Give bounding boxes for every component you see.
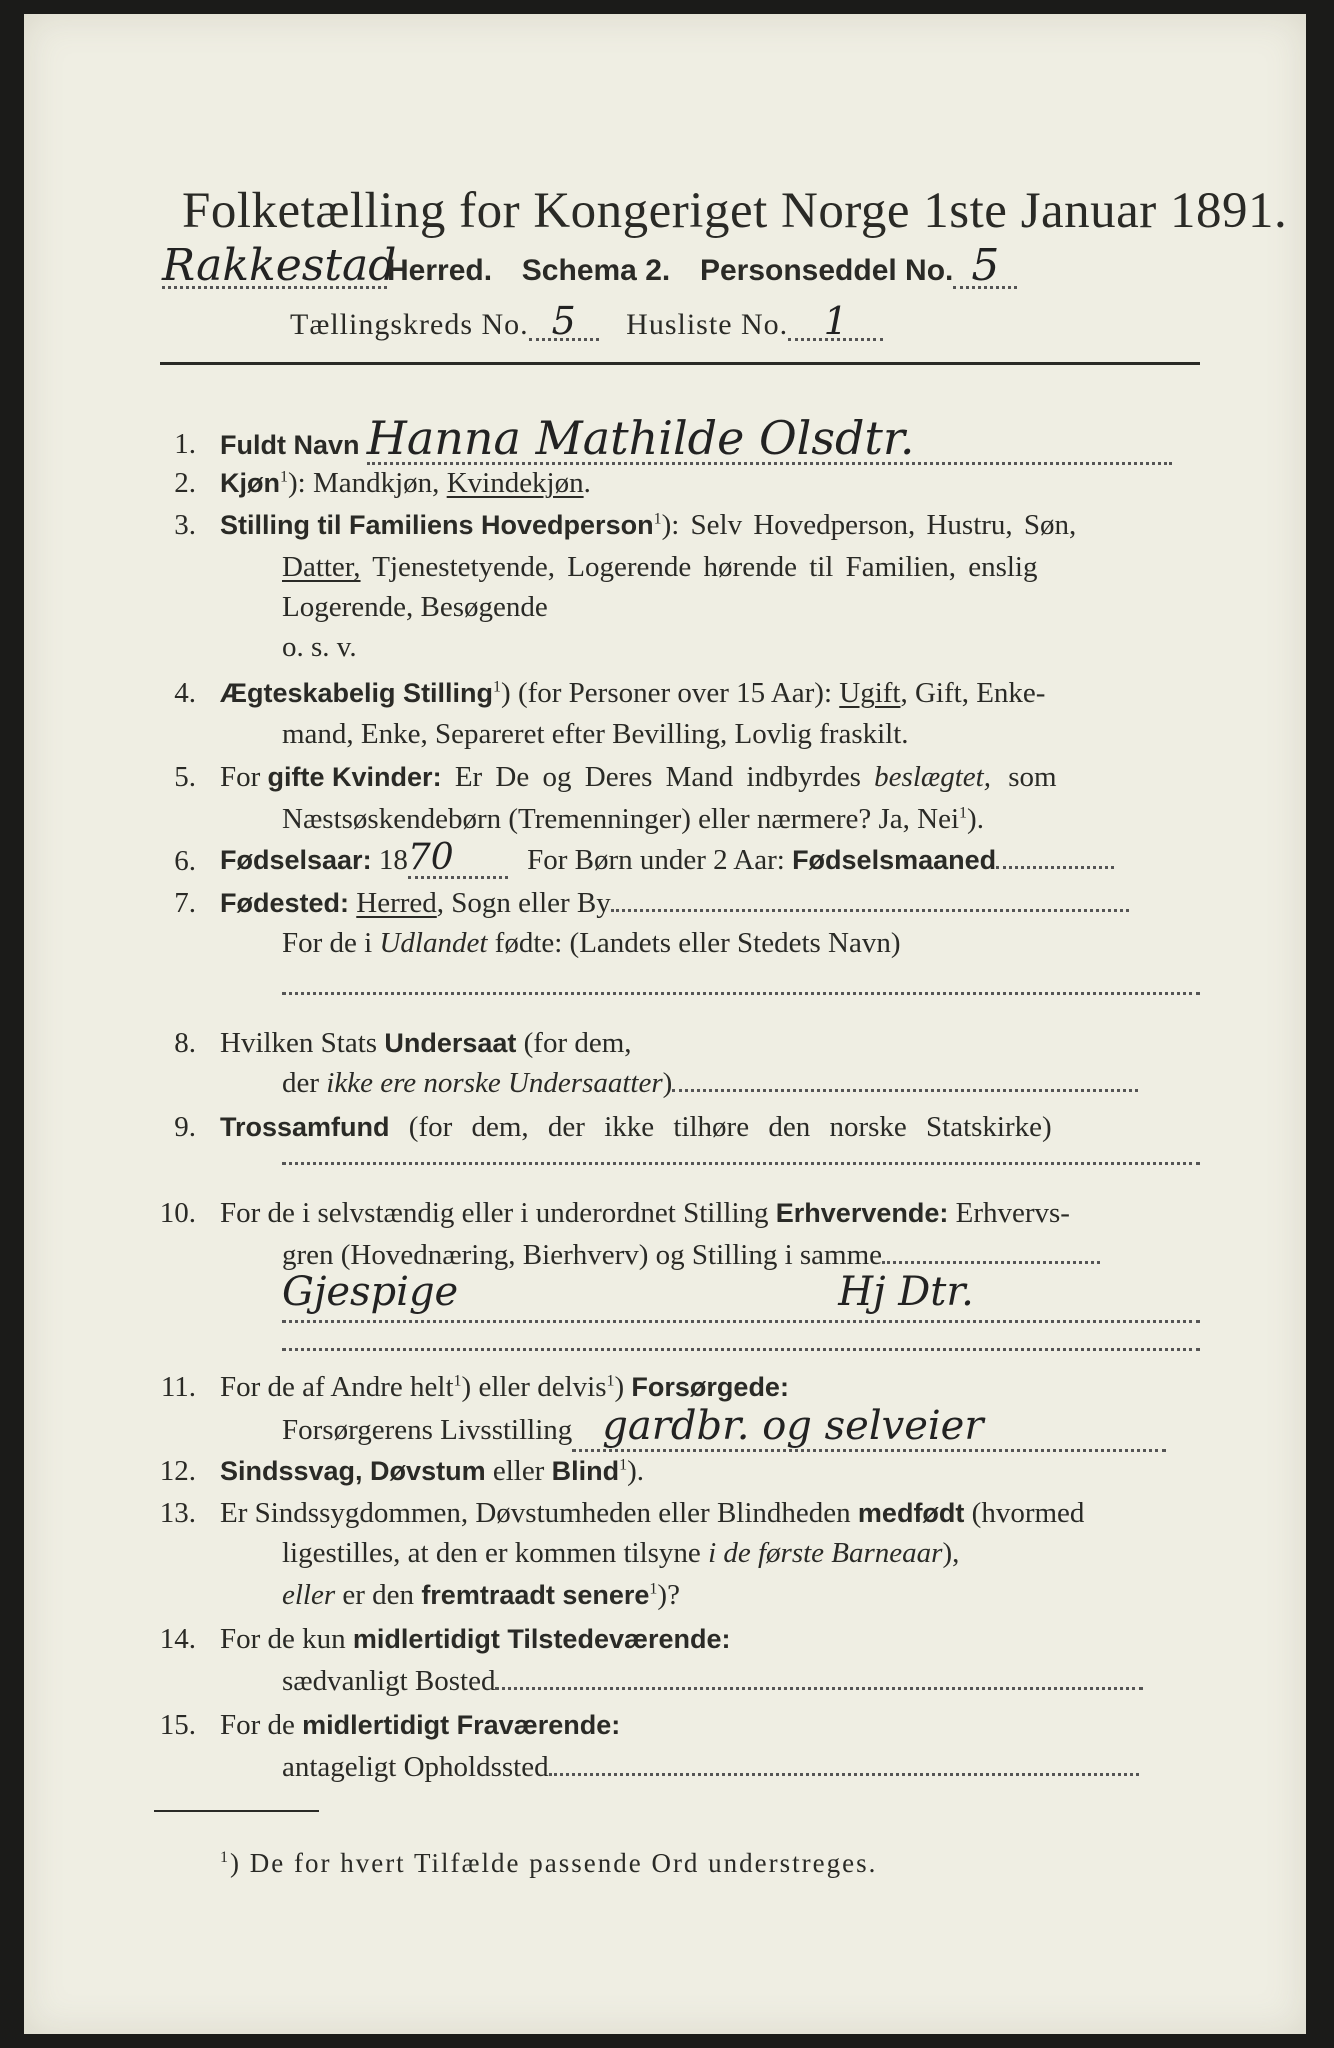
q12-end: ). — [627, 1455, 645, 1487]
q6-line — [220, 837, 1114, 879]
q3-underlined: Datter, — [282, 551, 361, 583]
q4-label: Ægteskabelig Stilling — [220, 678, 494, 708]
q15-bold: midlertidigt Fraværende: — [302, 1710, 621, 1740]
q10-value-line — [282, 1264, 1200, 1323]
q3-text1: ): Selv Hovedperson, Hustru, Søn, — [661, 509, 1077, 541]
q7-italic: Udlandet — [379, 927, 488, 959]
q7-line2 — [282, 927, 901, 960]
q11-line2 — [282, 1403, 1166, 1452]
q11-number: 11. — [160, 1371, 196, 1403]
q2-sup: 1 — [280, 468, 288, 486]
q4-rest: , Gift, Enke- — [900, 677, 1046, 709]
q13-number: 13. — [159, 1497, 196, 1529]
q10-value2: Hj Dtr. — [838, 1269, 974, 1315]
q13-sup: 1 — [649, 1580, 658, 1598]
q8-italic: ikke ere norske Undersaatter — [326, 1067, 663, 1099]
q9-number: 9. — [174, 1111, 196, 1143]
q11-value: gardbr. og selveier — [572, 1403, 1166, 1452]
q10-bold: Erhvervende: — [775, 1198, 949, 1228]
q5-line2 — [282, 803, 984, 836]
schema-label: Schema 2. — [521, 254, 671, 287]
q8-bold: Undersaat — [384, 1028, 517, 1058]
footnote-rule — [154, 1810, 319, 1812]
q6-value: 70 — [408, 840, 508, 879]
personseddel-label: Personseddel No. — [699, 254, 954, 287]
q1-line — [220, 411, 1172, 465]
q4-text2: mand, Enke, Separeret efter Bevilling, Lovlig fraskilt. — [282, 718, 909, 750]
q15-line2 — [282, 1751, 1139, 1784]
q5-label-a: For — [220, 761, 268, 793]
q8-line1 — [220, 1027, 632, 1060]
q11-text1a: For de af Andre helt — [220, 1371, 454, 1403]
herred-value: Rakkestad — [162, 240, 397, 291]
q3-sup: 1 — [653, 510, 662, 528]
q5-text2: Næstsøskendebørn (Tremenninger) eller nærmere? Ja, Nei — [282, 803, 960, 835]
q11-text1b: ) eller delvis — [461, 1371, 607, 1403]
q5-end2: ). — [967, 803, 984, 835]
q3-label: Stilling til Familiens Hovedperson — [220, 510, 654, 540]
q13-line3 — [282, 1579, 680, 1612]
q4-line1 — [220, 677, 1045, 710]
q13-text3a: er den — [335, 1579, 422, 1611]
q11-sup2: 1 — [606, 1372, 615, 1390]
q8-number: 8. — [174, 1027, 196, 1059]
q14-text2: sædvanligt Bosted — [282, 1665, 496, 1697]
q3-text4: o. s. v. — [282, 631, 357, 663]
q14-number: 14. — [159, 1623, 196, 1655]
kreds-value: 5 — [529, 304, 599, 341]
q13-line1 — [220, 1497, 1084, 1530]
q10-number: 10. — [159, 1197, 196, 1229]
q10-value1: Gjespige — [282, 1269, 459, 1315]
q7-blank — [611, 909, 1129, 912]
q6-mid: For Børn under 2 Aar: — [527, 844, 793, 876]
herred-label: Herred. — [387, 254, 493, 287]
q13-line2 — [282, 1537, 959, 1570]
q3-line1 — [220, 509, 1076, 542]
q8-blank — [672, 1089, 1138, 1092]
q11-line1 — [220, 1371, 789, 1404]
header-rule — [160, 362, 1200, 365]
q7-blank2 — [282, 992, 1200, 995]
q5-line1 — [220, 761, 1057, 794]
q13-italic2: eller — [282, 1579, 336, 1611]
q2-end: . — [583, 467, 591, 499]
form-title: Folketælling for Kongeriget Norge 1ste Januar 1891. — [182, 183, 1288, 239]
q6-label: Fødselsaar: — [220, 845, 372, 875]
q5-sup: 1 — [959, 804, 968, 822]
q7-text2b: fødte: (Landets eller Stedets Navn) — [487, 927, 901, 959]
q7-number: 7. — [174, 887, 196, 919]
q12-text: eller — [485, 1455, 552, 1487]
q10-text1b: Erhvervs- — [948, 1197, 1070, 1229]
q6-number: 6. — [174, 845, 196, 877]
q9-line — [220, 1111, 1052, 1144]
footnote — [220, 1848, 877, 1879]
q1-value: Hanna Mathilde Olsdtr. — [367, 414, 1172, 465]
q5-italic: beslægtet, — [874, 761, 991, 793]
q12-bold2: Blind — [551, 1456, 620, 1486]
q6-label2: Fødselsmaaned — [792, 845, 997, 875]
q8-line2 — [282, 1067, 1138, 1100]
q12-sup: 1 — [619, 1456, 628, 1474]
q7-text2a: For de i — [282, 927, 380, 959]
q1-number: 1. — [174, 428, 196, 460]
q11-bold: Forsørgede: — [631, 1372, 789, 1402]
footnote-text: ) De for hvert Tilfælde passende Ord understreges. — [230, 1848, 878, 1878]
q14-line2 — [282, 1665, 1143, 1698]
q5-label-b: gifte Kvinder: — [267, 762, 442, 792]
q2-number: 2. — [174, 467, 196, 499]
q6-prefix: 18 — [371, 844, 408, 876]
q2-label: Kjøn — [220, 468, 280, 498]
q2-line — [220, 467, 591, 500]
q7-underlined: Herred — [356, 887, 437, 919]
q13-bold2: fremtraadt senere — [421, 1580, 650, 1610]
q14-line1 — [220, 1623, 731, 1656]
q10-line1 — [220, 1197, 1070, 1230]
q1-label: Fuldt Navn — [220, 430, 360, 460]
q2-underlined: Kvindekjøn — [446, 467, 584, 499]
q14-blank — [495, 1687, 1143, 1690]
q13-text1b: (hvormed — [964, 1497, 1085, 1529]
q7-line1 — [220, 887, 1129, 920]
q13-text3b: )? — [657, 1579, 680, 1611]
q9-label: Trossamfund — [220, 1112, 390, 1142]
q4-text1: ) (for Personer over 15 Aar): — [501, 677, 840, 709]
q8-text2b: ) — [662, 1067, 673, 1099]
q14-bold: midlertidigt Tilstedeværende: — [352, 1624, 731, 1654]
kreds-label: Tællingskreds No. — [290, 308, 529, 341]
q3-number: 3. — [174, 509, 196, 541]
herred-line — [162, 240, 1017, 291]
q7-label: Fødested: — [220, 888, 350, 918]
q3-line2 — [282, 551, 1037, 584]
q10-text1a: For de i selvstændig eller i underordnet Stilling — [220, 1197, 776, 1229]
census-form — [24, 14, 1306, 2034]
q10-values — [282, 1264, 1200, 1323]
q6-blank — [996, 866, 1114, 869]
q11-text2: Forsørgerens Livsstilling — [282, 1414, 573, 1446]
q15-number: 15. — [159, 1709, 196, 1741]
q15-line1 — [220, 1709, 620, 1742]
q3-text2: Tjenestetyende, Logerende hørende til Familien, enslig — [360, 551, 1038, 583]
q10-text2: gren (Hovednæring, Bierhverv) og Stilling i samme — [282, 1239, 883, 1271]
q15-text2: antageligt Opholdssted — [282, 1751, 549, 1783]
husliste-label: Husliste No. — [626, 308, 789, 341]
q11-text1c: ) — [614, 1371, 632, 1403]
q5-text1: Er De og Deres Mand indbyrdes — [441, 761, 875, 793]
q13-text1a: Er Sindssygdommen, Døvstumheden eller Blindheden — [220, 1497, 858, 1529]
q7-text: , Sogn eller By — [436, 887, 611, 919]
q4-number: 4. — [174, 677, 196, 709]
q13-italic: i de første Barneaar — [708, 1537, 943, 1569]
q14-text1a: For de kun — [220, 1623, 353, 1655]
q11-sup1: 1 — [453, 1372, 462, 1390]
q8-text1a: Hvilken Stats — [220, 1027, 385, 1059]
kreds-line — [290, 299, 883, 343]
q4-sup: 1 — [493, 678, 502, 696]
personseddel-value: 5 — [953, 246, 1017, 289]
q15-blank — [549, 1773, 1139, 1776]
q12-number: 12. — [159, 1455, 196, 1487]
q10-blank2 — [282, 1348, 1200, 1351]
footnote-sup: 1 — [220, 1849, 230, 1866]
q12-line — [220, 1455, 644, 1488]
q9-blank — [282, 1162, 1200, 1165]
q8-text2a: der — [282, 1067, 327, 1099]
q5-end1: som — [1000, 761, 1057, 793]
q3-text3: Logerende, Besøgende — [282, 591, 548, 623]
q8-text1b: (for dem, — [516, 1027, 632, 1059]
q13-text2b: ), — [942, 1537, 960, 1569]
q9-text: (for dem, der ikke tilhøre den norske Statskirke) — [389, 1111, 1052, 1143]
q12-bold: Sindssvag, Døvstum — [220, 1456, 486, 1486]
q2-text: ): Mandkjøn, — [288, 467, 447, 499]
q4-underlined: Ugift — [839, 677, 901, 709]
husliste-value: 1 — [788, 304, 883, 341]
q5-number: 5. — [174, 761, 196, 793]
q13-text2a: ligestilles, at den er kommen tilsyne — [282, 1537, 709, 1569]
q13-bold: medfødt — [857, 1498, 965, 1528]
q15-text1a: For de — [220, 1709, 303, 1741]
